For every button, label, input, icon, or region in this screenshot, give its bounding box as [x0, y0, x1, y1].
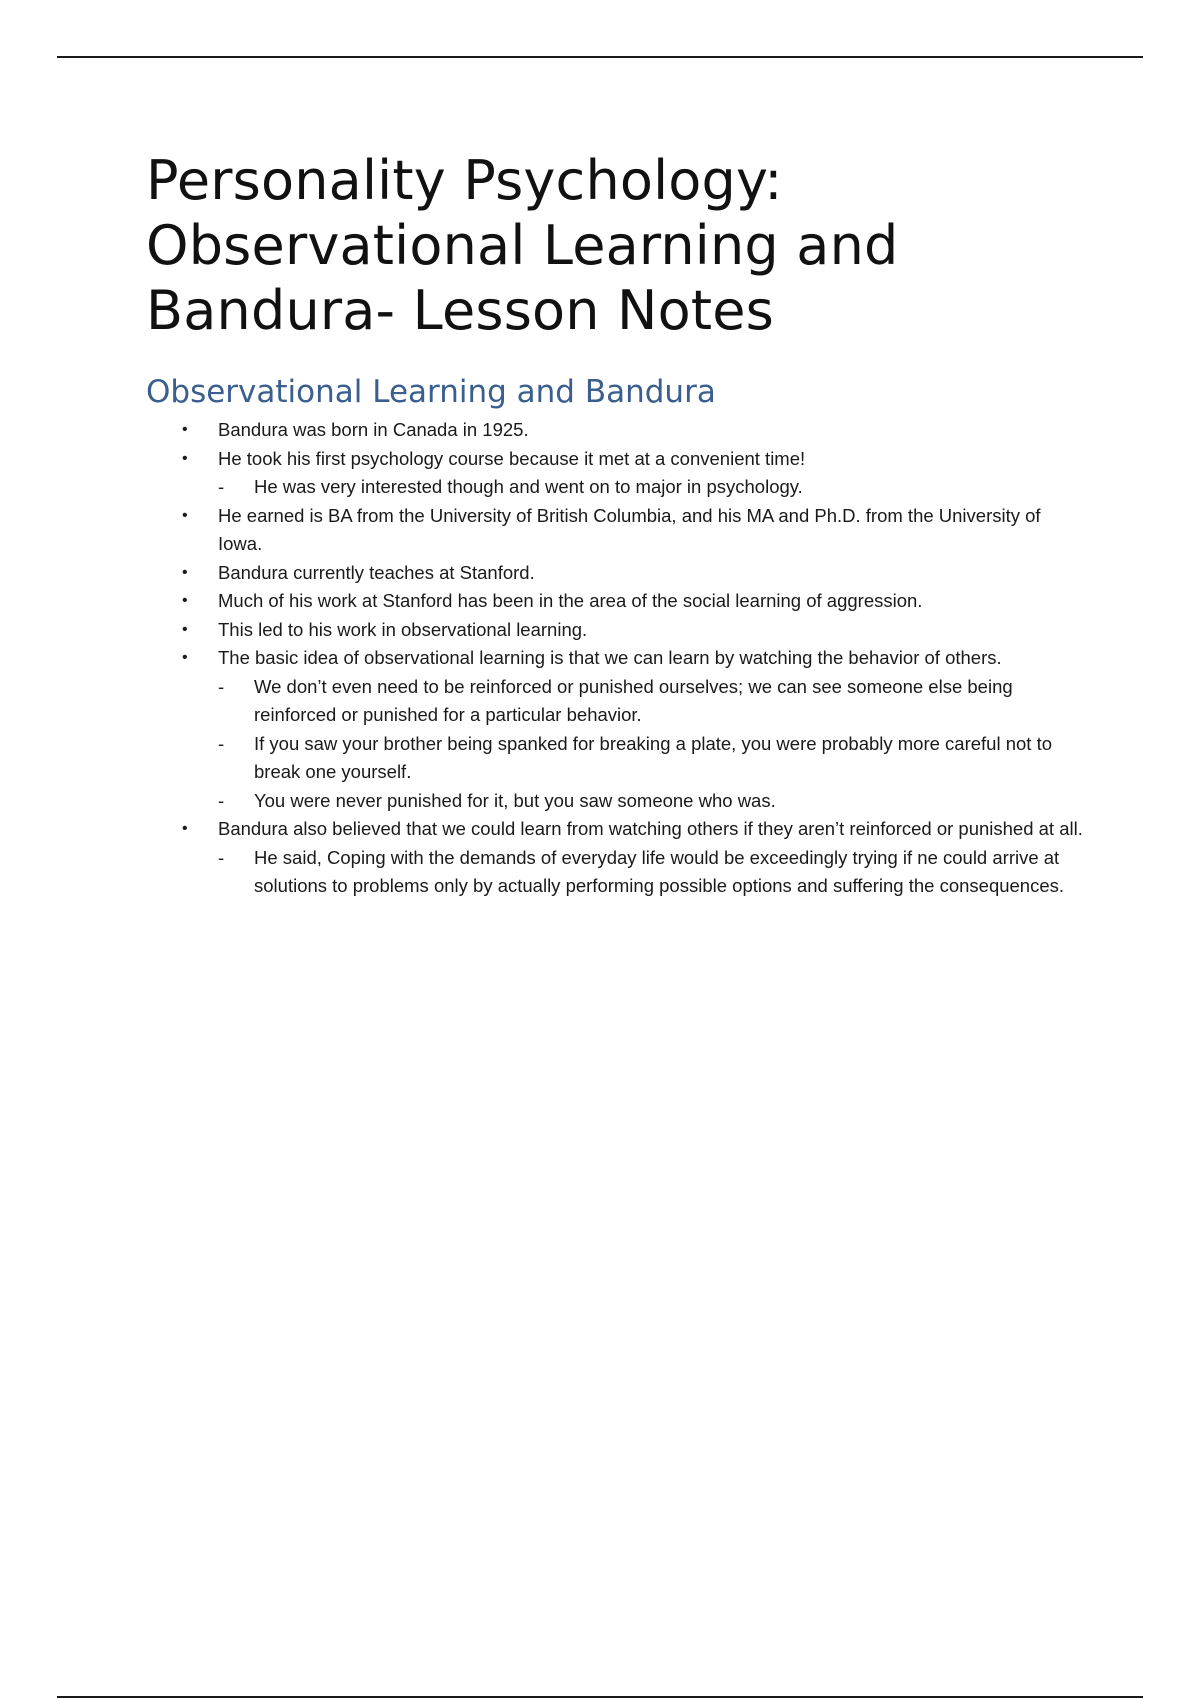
bullet-text: Much of his work at Stanford has been in the area of the social learning of aggression. [218, 590, 923, 611]
sub-bullet-list [218, 473, 1086, 502]
dash-icon: - [218, 476, 225, 497]
bullet-icon: • [182, 563, 188, 581]
bottom-rule [57, 1696, 1143, 1698]
sub-bullet-text: If you saw your brother being spanked for breaking a plate, you were probably more careful not to break one yourself. [254, 732, 1053, 782]
sub-bullet-item [218, 730, 1086, 787]
top-rule [57, 56, 1143, 58]
bullet-text: Bandura was born in Canada in 1925. [218, 419, 529, 440]
sub-bullet-item [218, 844, 1086, 901]
dash-icon: - [218, 789, 225, 811]
bullet-text: Bandura currently teaches at Stanford. [218, 561, 535, 583]
sub-bullet-item [218, 473, 1086, 502]
bullet-item [146, 815, 1086, 901]
document-title [146, 148, 1086, 343]
sub-bullet-text: He was very interested though and went on to major in psychology. [254, 476, 803, 497]
bullet-icon: • [182, 449, 188, 467]
title-line-2: Observational Learning and [146, 214, 899, 277]
bullet-item [146, 559, 1086, 588]
bullet-list [146, 416, 1086, 901]
sub-bullet-text: You were never punished for it, but you saw someone who was. [254, 789, 776, 811]
dash-icon: - [218, 732, 225, 754]
bullet-text: The basic idea of observational learning is that we can learn by watching the behavior of others. [218, 647, 1002, 668]
sub-bullet-item [218, 787, 1086, 816]
dash-icon: - [218, 846, 225, 868]
sub-bullet-list [218, 673, 1086, 816]
page-content [146, 148, 1086, 901]
bullet-item [146, 644, 1086, 815]
bullet-item [146, 616, 1086, 645]
title-line-1: Personality Psychology: [146, 149, 783, 212]
bullet-item [146, 587, 1086, 616]
title-line-3: Bandura- Lesson Notes [146, 279, 775, 342]
sub-bullet-list [218, 844, 1086, 901]
dash-icon: - [218, 675, 225, 697]
section-heading: Observational Learning and Bandura [146, 374, 716, 410]
bullet-text: This led to his work in observational learning. [218, 618, 588, 640]
sub-bullet-item [218, 673, 1086, 730]
bullet-text: Bandura also believed that we could learn from watching others if they aren’t reinforced or punished at all. [218, 818, 1083, 839]
bullet-icon: • [182, 620, 188, 638]
bullet-text: He earned is BA from the University of British Columbia, and his MA and Ph.D. from the University of Iowa. [218, 504, 1041, 554]
bullet-icon: • [182, 421, 188, 438]
sub-bullet-text: He said, Coping with the demands of everyday life would be exceedingly trying if ne could arrive at solutions to problems only by actually performing possible options and suffering the consequences. [254, 846, 1065, 896]
bullet-icon: • [182, 649, 188, 666]
bullet-item [146, 445, 1086, 502]
bullet-item [146, 416, 1086, 445]
sub-bullet-text: We don’t even need to be reinforced or punished ourselves; we can see someone else being reinforced or punished for a particular behavior. [254, 675, 1013, 725]
bullet-text: He took his first psychology course because it met at a convenient time! [218, 447, 806, 469]
bullet-icon: • [182, 506, 188, 524]
bullet-item [146, 502, 1086, 559]
bullet-icon: • [182, 820, 188, 837]
bullet-icon: • [182, 592, 188, 609]
